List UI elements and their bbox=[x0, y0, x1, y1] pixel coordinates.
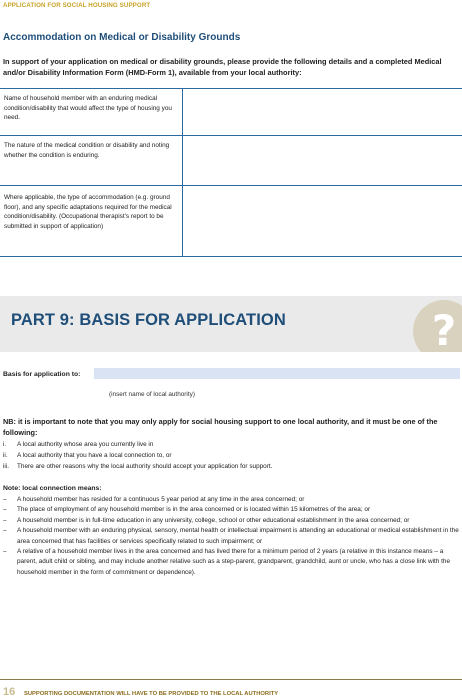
list-number: iii. bbox=[3, 463, 10, 470]
nb-list bbox=[3, 439, 455, 472]
footer-divider bbox=[0, 679, 462, 680]
list-item bbox=[3, 547, 459, 578]
page-number: 16 bbox=[3, 686, 16, 698]
list-dash: – bbox=[3, 496, 7, 503]
list-item bbox=[3, 450, 455, 461]
list-item bbox=[3, 461, 455, 472]
row-label: Where applicable, the type of accommodation (e.g. ground floor), and any specific adaptations required for the medical condition/disability. (Occupational therapist's report to be submitted in support of application) bbox=[0, 186, 183, 256]
list-dash: – bbox=[3, 548, 7, 556]
list-text: A local authority whose area you currently live in bbox=[17, 441, 154, 448]
list-dash: – bbox=[3, 527, 7, 535]
answer-field[interactable] bbox=[183, 89, 462, 135]
nb-note: NB: it is important to note that you may only apply for social housing support to one local authority, and it must be one of the following: bbox=[3, 417, 438, 437]
list-text: A household member with an enduring physical, sensory, mental health or intellectual impairment is attending an educational or medical establishment in the area concerned that has facilities or services specifically related to such impairment; or bbox=[17, 527, 459, 545]
table-row bbox=[0, 136, 462, 186]
list-text: A relative of a household member lives in the area concerned and has lived there for a minimum period of 2 years (a relative in this instance means – a parent, adult child or sibling, and may include another relative such as a step-parent, grandparent, grandchild, aunt or uncle, who has a close link with the household member in the form of commitment or dependence). bbox=[17, 548, 451, 576]
document-header: APPLICATION FOR SOCIAL HOUSING SUPPORT bbox=[3, 2, 151, 9]
row-label: Name of household member with an enduring medical condition/disability that would affect the type of housing you need. bbox=[0, 89, 183, 135]
list-item bbox=[3, 495, 459, 505]
list-item bbox=[3, 526, 459, 547]
row-label: The nature of the medical condition or disability and noting whether the condition is enduring. bbox=[0, 136, 183, 185]
list-text: A household member is in full-time education in any university, college, school or other educational establishment in the area concerned; or bbox=[17, 516, 410, 524]
section-intro: In support of your application on medical or disability grounds, please provide the following details and a completed Medical and/or Disability Information Form (HMD-Form 1), available from your local authority: bbox=[3, 57, 442, 77]
part-title: PART 9: BASIS FOR APPLICATION bbox=[11, 311, 286, 329]
list-text: There are other reasons why the local authority should accept your application for support. bbox=[17, 463, 273, 470]
connection-title: Note: local connection means: bbox=[3, 485, 102, 492]
list-dash: – bbox=[3, 506, 7, 514]
list-dash: – bbox=[3, 516, 7, 524]
medical-details-table bbox=[0, 88, 462, 257]
footer-text: SUPPORTING DOCUMENTATION WILL HAVE TO BE PROVIDED TO THE LOCAL AUTHORITY bbox=[24, 691, 279, 697]
basis-label: Basis for application to: bbox=[3, 371, 81, 378]
list-item bbox=[3, 439, 455, 450]
list-item bbox=[3, 505, 459, 515]
question-mark-icon: ? bbox=[413, 300, 462, 352]
basis-hint: (insert name of local authority) bbox=[109, 391, 195, 398]
table-row bbox=[0, 186, 462, 257]
list-number: i. bbox=[3, 441, 7, 448]
answer-field[interactable] bbox=[183, 136, 462, 185]
list-number: ii. bbox=[3, 452, 8, 459]
table-row bbox=[0, 89, 462, 136]
connection-list bbox=[3, 495, 459, 578]
section-title: Accommodation on Medical or Disability Grounds bbox=[3, 32, 241, 43]
local-authority-input[interactable] bbox=[94, 368, 460, 379]
list-item bbox=[3, 516, 459, 526]
list-text: A local authority that you have a local connection to, or bbox=[17, 452, 172, 459]
answer-field[interactable] bbox=[183, 186, 462, 256]
list-text: The place of employment of any household member is in the area concerned or is located within 15 kilometres of the area; or bbox=[17, 506, 371, 514]
list-text: A household member has resided for a continuous 5 year period at any time in the area concerned; or bbox=[17, 496, 305, 503]
part-banner bbox=[0, 296, 462, 352]
